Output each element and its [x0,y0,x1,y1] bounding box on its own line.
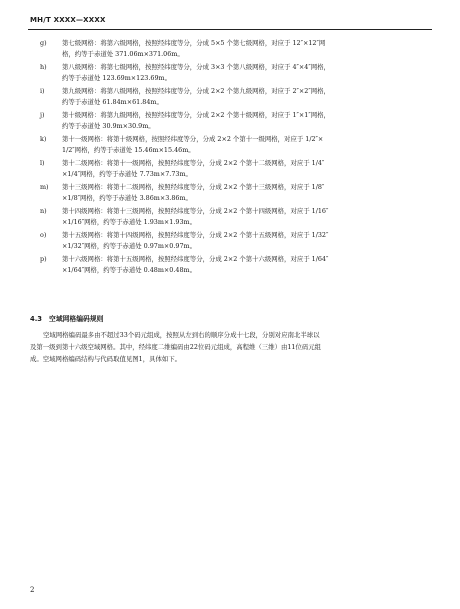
list-item [40,38,430,60]
list-item-label: l) [40,159,45,167]
list-item-line: 格，约等于赤道处 371.06m×371.06m。 [62,50,184,58]
list-item [40,134,430,156]
list-item-line: 第七级网格：将第六级网格，按照经纬度等分，分成 5×5 个第七级网格，对应于 12″×12″网 [62,39,326,47]
list-item-label: g) [40,39,47,47]
section-title: 空域网格编码规则 [49,315,104,323]
list-item-label: p) [40,255,47,263]
list-item-label: m) [40,183,49,191]
list-item-line: ×1/4″网格，约等于赤道处 7.73m×7.73m。 [62,170,192,178]
list-item-label: o) [40,231,47,239]
paragraph-line: 及第一级到第十六级空域网格。其中，经纬度二维编码由22位码元组成，高程维（三维）由11位码元组 [30,343,322,351]
list-item-label: h) [40,63,47,71]
list-item-label: j) [40,111,45,119]
list-item-line: 第十二级网格：将第十一级网格，按照经纬度等分，分成 2×2 个第十二级网格，对应于 1/4″ [62,159,325,167]
list-item [40,86,430,108]
section-heading [30,313,430,323]
list-item-line: 约等于赤道处 61.84m×61.84m。 [62,98,163,106]
list-item-line: 约等于赤道处 123.69m×123.69m。 [62,74,171,82]
list-item-line: 第十四级网格：将第十三级网格，按照经纬度等分，分成 2×2 个第十四级网格，对应于 1/16″ [62,207,329,215]
list-item-line: 第九级网格：将第八级网格，按照经纬度等分，分成 2×2 个第九级网格，对应于 2″×2″网格， [62,87,330,95]
paragraph-line: 空域网格编码最多由不超过33个码元组成，按照从左到右的顺序分成十七段，分别对应南北半球以 [43,331,320,339]
list-item-line: 1/2″网格，约等于赤道处 15.46m×15.46m。 [62,146,195,154]
list-item-line: 第十三级网格：将第十二级网格，按照经纬度等分，分成 2×2 个第十三级网格，对应于 1/8″ [62,183,325,191]
list-item [40,206,430,228]
list-item-label: k) [40,135,47,143]
paragraph-line: 成。空域网格编码结构与代码取值见图1，具体如下。 [30,355,182,363]
grid-level-list [40,38,430,278]
list-item-label: i) [40,87,45,95]
list-item-line: ×1/64″网格，约等于赤道处 0.48m×0.48m。 [62,266,196,274]
document-code-header: MH/T XXXX—XXXX [30,16,106,24]
list-item [40,62,430,84]
section-4-3 [30,313,430,365]
list-item-line: 第十一级网格：将第十级网格，按照经纬度等分，分成 2×2 个第十一级网格，对应于 1/2″× [62,135,324,143]
list-item [40,230,430,252]
list-item [40,110,430,132]
list-item-line: 第八级网格：将第七级网格，按照经纬度等分，分成 3×3 个第八级网格，对应于 4″×4″网格， [62,63,330,71]
list-item-line: ×1/8″网格，约等于赤道处 3.86m×3.86m。 [62,194,192,202]
list-item-line: ×1/32″网格，约等于赤道处 0.97m×0.97m。 [62,242,196,250]
list-item [40,254,430,276]
list-item-line: 第十级网格：将第九级网格，按照经纬度等分，分成 2×2 个第十级网格，对应于 1″×1″网格， [62,111,330,119]
section-paragraph [30,329,430,365]
list-item-line: 约等于赤道处 30.9m×30.9m。 [62,122,155,130]
list-item [40,158,430,180]
section-number: 4.3 [30,315,43,323]
page-number: 2 [30,586,35,594]
list-item-label: n) [40,207,47,215]
header-divider [28,29,432,30]
list-item-line: 第十五级网格：将第十四级网格，按照经纬度等分，分成 2×2 个第十五级网格，对应于 1/32″ [62,231,329,239]
list-item-line: ×1/16″网格，约等于赤道处 1.93m×1.93m。 [62,218,196,226]
list-item [40,182,430,204]
list-item-line: 第十六级网格：将第十五级网格，按照经纬度等分，分成 2×2 个第十六级网格，对应于 1/64″ [62,255,329,263]
